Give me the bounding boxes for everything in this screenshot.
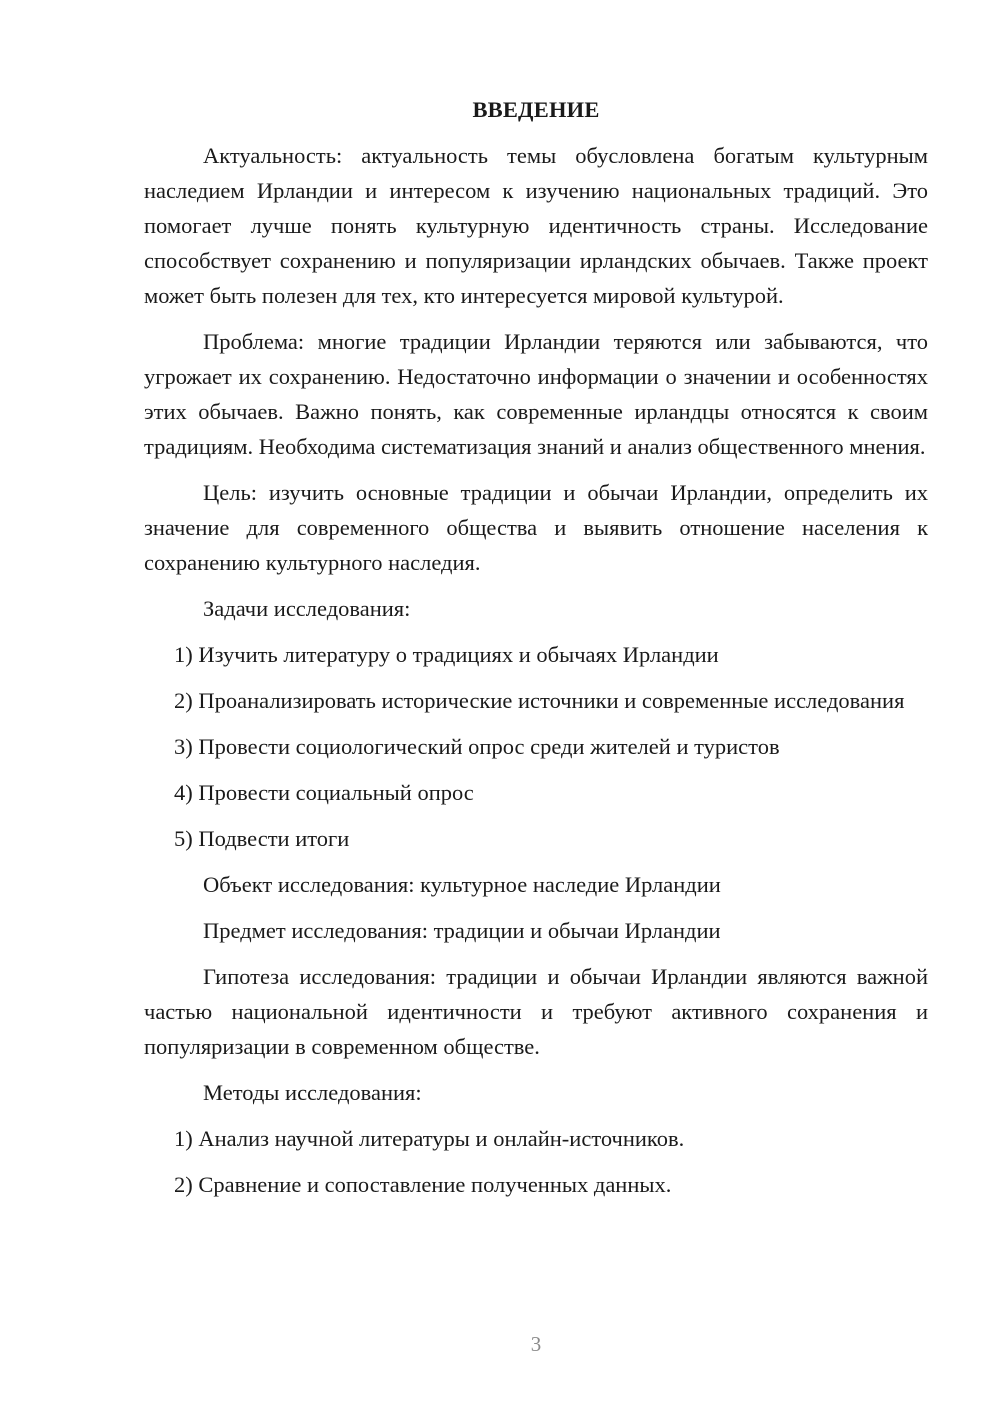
method-item: 2) Сравнение и сопоставление полученных данных. xyxy=(174,1172,672,1197)
methods-heading: Методы исследования: xyxy=(203,1080,422,1105)
task-item: 5) Подвести итоги xyxy=(174,826,350,851)
subject-line: Предмет исследования: традиции и обычаи Ирландии xyxy=(203,918,721,943)
problem-paragraph: Проблема: многие традиции Ирландии теряются или забываются, что угрожает их сохранению. Недостаточно информации о значении и особенностях этих обычаев. Важно понять, как современные ирландцы относятся к своим традициям. Необходима систематизация знаний и анализ общественного мнения. xyxy=(144,329,928,459)
relevance-paragraph: Актуальность: актуальность темы обусловлена богатым культурным наследием Ирландии и интересом к изучению национальных традиций. Это помогает лучше понять культурную идентичность страны. Исследование способствует сохранению и популяризации ирландских обычаев. Также проект может быть полезен для тех, кто интересуется мировой культурой. xyxy=(144,143,928,308)
page-number: 3 xyxy=(530,1332,542,1356)
task-item: 3) Провести социологический опрос среди жителей и туристов xyxy=(174,734,780,759)
object-line: Объект исследования: культурное наследие Ирландии xyxy=(203,872,721,897)
method-item: 1) Анализ научной литературы и онлайн-источников. xyxy=(174,1126,685,1151)
page-content xyxy=(144,92,928,1213)
section-title: ВВЕДЕНИЕ xyxy=(472,97,600,122)
goal-paragraph: Цель: изучить основные традиции и обычаи Ирландии, определить их значение для современного общества и выявить отношение населения к сохранению культурного наследия. xyxy=(144,480,928,575)
task-item: 1) Изучить литературу о традициях и обычаях Ирландии xyxy=(174,642,719,667)
task-item: 2) Проанализировать исторические источники и современные исследования xyxy=(174,688,905,713)
task-item: 4) Провести социальный опрос xyxy=(174,780,474,805)
hypothesis-paragraph: Гипотеза исследования: традиции и обычаи Ирландии являются важной частью национальной идентичности и требуют активного сохранения и популяризации в современном обществе. xyxy=(144,964,928,1059)
tasks-heading: Задачи исследования: xyxy=(203,596,411,621)
